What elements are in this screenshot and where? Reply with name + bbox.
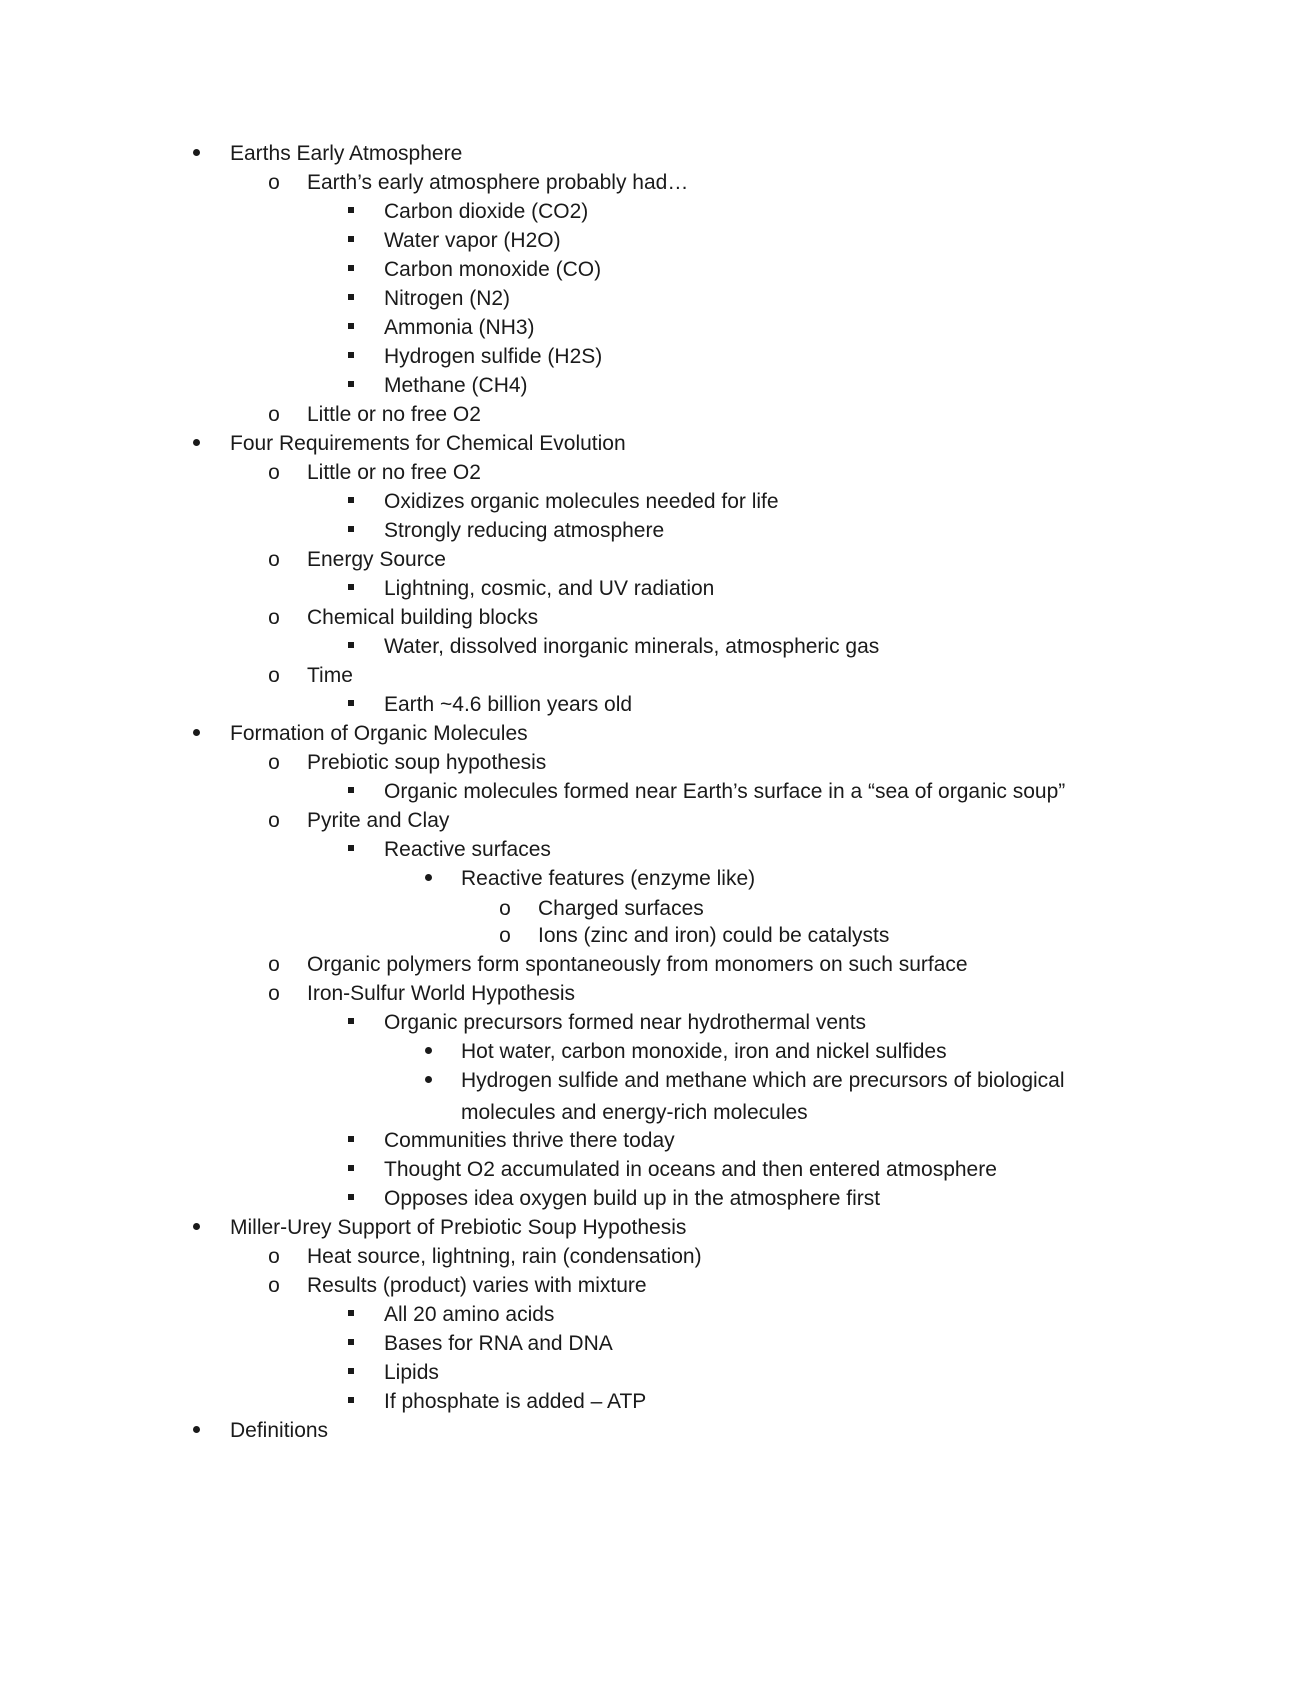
outline-item-text: Lipids [384,1361,439,1384]
outline-item-text: Earth’s early atmosphere probably had… [307,171,689,194]
outline-item-text: Charged surfaces [538,897,704,920]
outline-item-text: Organic precursors formed near hydrothermal vents [384,1011,867,1034]
bullet-circle-icon: o [499,924,511,947]
bullet-square-icon [341,516,361,546]
outline-item-text: Formation of Organic Molecules [230,722,528,745]
outline-item-text: Little or no free O2 [307,461,481,484]
bullet-square-icon [341,574,361,604]
bullet-circle-icon: o [499,897,511,920]
outline-item-text: Hot water, carbon monoxide, iron and nickel sulfides [461,1040,947,1063]
outline-item-text: Nitrogen (N2) [384,287,511,310]
outline-item-text: Bases for RNA and DNA [384,1332,613,1355]
outline-item-text: Four Requirements for Chemical Evolution [230,432,626,455]
bullet-square-icon [341,777,361,807]
bullet-dot-icon [186,139,206,169]
outline-item-text: Oxidizes organic molecules needed for life [384,490,779,513]
bullet-circle-icon: o [268,809,280,832]
bullet-circle-icon: o [268,751,280,774]
bullet-dot-icon [186,719,206,749]
outline-item-text: Iron-Sulfur World Hypothesis [307,982,576,1005]
bullet-square-icon [341,1184,361,1214]
bullet-dot-icon [186,429,206,459]
bullet-square-icon [341,197,361,227]
outline-item-text: molecules and energy-rich molecules [461,1101,808,1124]
outline-item-text: Results (product) varies with mixture [307,1274,647,1297]
outline-item-text: Pyrite and Clay [307,809,450,832]
bullet-square-icon [341,371,361,401]
outline-item-text: Energy Source [307,548,446,571]
bullet-square-icon [341,1300,361,1330]
bullet-square-icon [341,255,361,285]
bullet-square-icon [341,284,361,314]
bullet-square-icon [341,1008,361,1038]
outline-item-text: Ammonia (NH3) [384,316,535,339]
outline-item-text: Little or no free O2 [307,403,481,426]
outline-item-text: Earths Early Atmosphere [230,142,463,165]
outline-item-text: Earth ~4.6 billion years old [384,693,633,716]
bullet-dot-icon [186,1213,206,1243]
bullet-dot-icon [186,1416,206,1446]
bullet-square-icon [341,835,361,865]
outline-item-text: Lightning, cosmic, and UV radiation [384,577,715,600]
bullet-circle-icon: o [268,953,280,976]
outline-item-text: All 20 amino acids [384,1303,555,1326]
bullet-circle-icon: o [268,606,280,629]
outline-item-text: Water, dissolved inorganic minerals, atmospheric gas [384,635,880,658]
outline-item-text: Strongly reducing atmosphere [384,519,665,542]
outline-item-text: Reactive surfaces [384,838,551,861]
bullet-square-icon [341,226,361,256]
outline-item-text: Water vapor (H2O) [384,229,561,252]
outline-item-text: If phosphate is added – ATP [384,1390,647,1413]
bullet-square-icon [341,313,361,343]
bullet-square-icon [341,1155,361,1185]
outline-item-text: Heat source, lightning, rain (condensation) [307,1245,702,1268]
outline-item-text: Thought O2 accumulated in oceans and then entered atmosphere [384,1158,997,1181]
bullet-circle-icon: o [268,1245,280,1268]
bullet-circle-icon: o [268,171,280,194]
outline-item-text: Carbon monoxide (CO) [384,258,602,281]
outline-item-text: Carbon dioxide (CO2) [384,200,589,223]
outline-item-text: Methane (CH4) [384,374,528,397]
outline-item-text: Ions (zinc and iron) could be catalysts [538,924,890,947]
outline-item-text: Communities thrive there today [384,1129,675,1152]
outline-item-text: Chemical building blocks [307,606,539,629]
bullet-circle-icon: o [268,461,280,484]
bullet-circle-icon: o [268,982,280,1005]
bullet-square-icon [341,487,361,517]
bullet-square-icon [341,690,361,720]
outline-item-text: Time [307,664,353,687]
outline-item-text: Definitions [230,1419,329,1442]
outline-item-text: Prebiotic soup hypothesis [307,751,547,774]
bullet-circle-icon: o [268,548,280,571]
bullet-square-icon [341,342,361,372]
outline-item-text: Reactive features (enzyme like) [461,867,756,890]
bullet-square-icon [341,632,361,662]
bullet-dot-icon [418,864,438,894]
outline-item-text: Organic polymers form spontaneously from monomers on such surface [307,953,968,976]
outline-item-text: Hydrogen sulfide and methane which are precursors of biological [461,1069,1065,1092]
bullet-dot-icon [418,1037,438,1067]
outline-item-text: Miller-Urey Support of Prebiotic Soup Hypothesis [230,1216,687,1239]
bullet-square-icon [341,1329,361,1359]
outline-item-text: Organic molecules formed near Earth’s surface in a “sea of organic soup” [384,780,1066,803]
outline-item-text: Opposes idea oxygen build up in the atmosphere first [384,1187,881,1210]
bullet-circle-icon: o [268,1274,280,1297]
bullet-circle-icon: o [268,664,280,687]
bullet-square-icon [341,1387,361,1417]
outline-item-text: Hydrogen sulfide (H2S) [384,345,603,368]
bullet-circle-icon: o [268,403,280,426]
bullet-square-icon [341,1126,361,1156]
bullet-dot-icon [418,1066,438,1096]
bullet-square-icon [341,1358,361,1388]
